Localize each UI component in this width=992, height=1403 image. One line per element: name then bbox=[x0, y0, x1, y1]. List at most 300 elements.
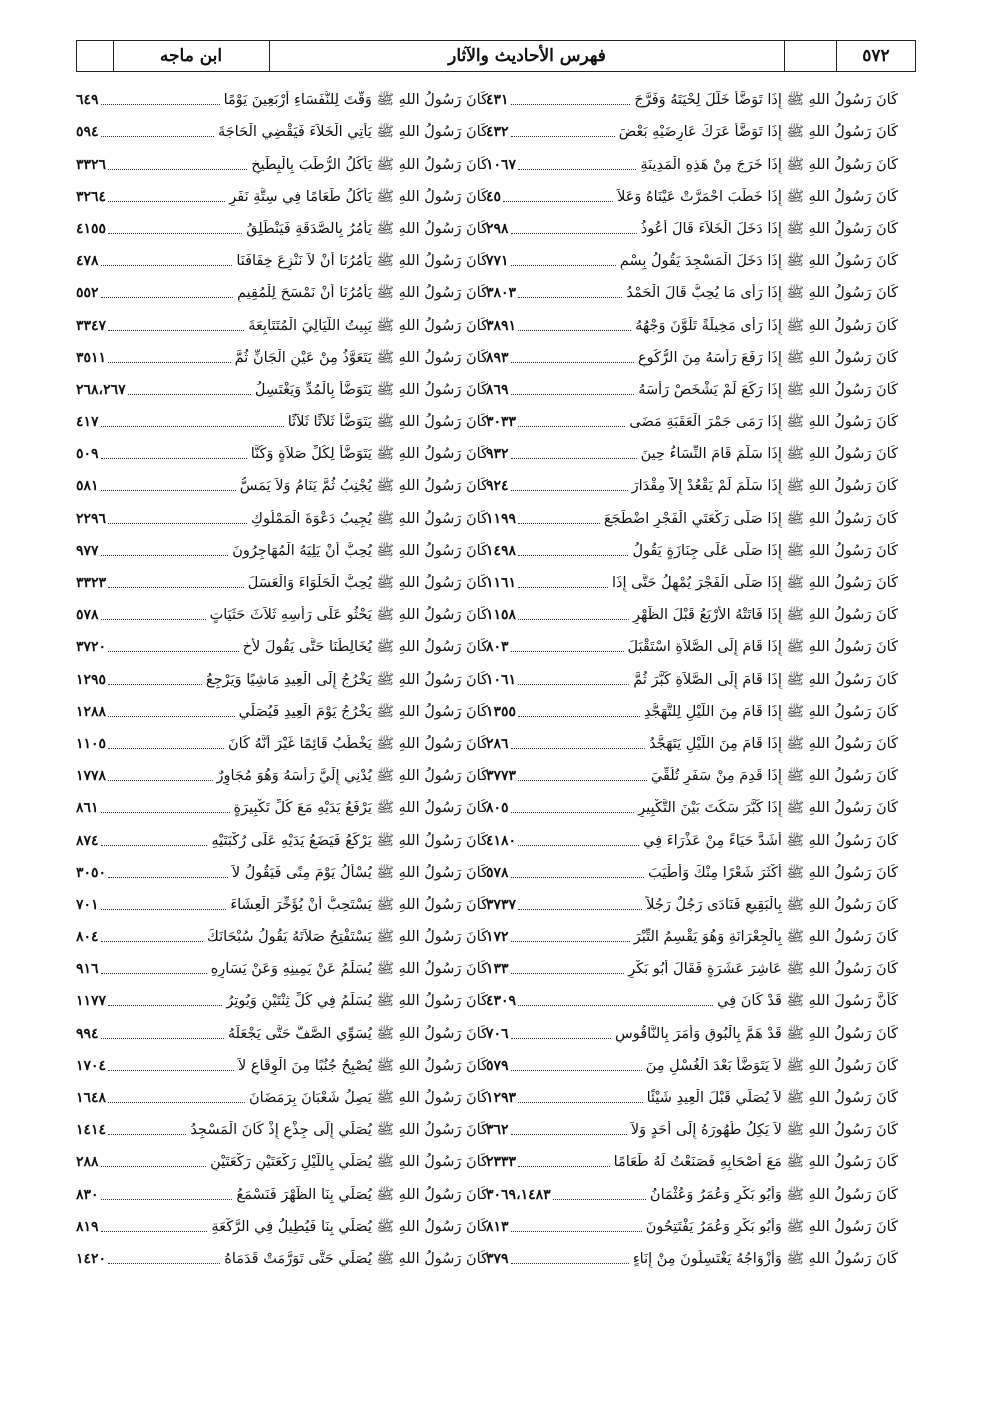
leader-dots bbox=[108, 201, 225, 202]
index-entry bbox=[486, 656, 898, 688]
hadith-number: ١١٥٨ bbox=[486, 607, 517, 624]
index-entry bbox=[76, 528, 488, 560]
hadith-number: ٢٦٨،٢٦٧ bbox=[76, 381, 126, 398]
hadith-number: ١٣٣ bbox=[486, 961, 509, 978]
index-entry bbox=[486, 302, 898, 334]
leader-dots bbox=[503, 201, 613, 202]
index-entry bbox=[486, 238, 898, 270]
leader-dots bbox=[108, 169, 247, 170]
hadith-opening-text: كَانَ رَسُولُ اللهِ ﷺ يُدْنِي إِلَيَّ رَأْسَهُ وَهُوَ مُجَاوِرٌ bbox=[216, 768, 488, 785]
leader-dots bbox=[108, 1263, 220, 1264]
hadith-number: ١١٠٥ bbox=[76, 735, 107, 752]
hadith-opening-text: كَانَ رَسُولُ اللهِ ﷺ يَسْتَحِبُّ أَنْ يُؤَخِّرَ الْعِشَاءَ bbox=[230, 896, 488, 913]
hadith-opening-text: كَانَ رَسُولُ اللهِ ﷺ إِذَا قَدِمَ مِنْ سَفَرٍ تُلُقِّيَ bbox=[650, 768, 898, 785]
hadith-opening-text: كَانَ رَسُولُ اللهِ ﷺ إِذَا رَفَعَ رَأْسَهُ مِنَ الرُّكُوعِ bbox=[638, 349, 898, 366]
leader-dots bbox=[101, 458, 247, 459]
hadith-number: ٥٧٩ bbox=[486, 1057, 509, 1074]
hadith-number: ١٤١٤ bbox=[76, 1122, 107, 1139]
index-entry bbox=[76, 1043, 488, 1075]
index-entry bbox=[486, 850, 898, 882]
index-entry bbox=[486, 592, 898, 624]
index-entry bbox=[76, 1107, 488, 1139]
hadith-opening-text: كَانَ رَسُولُ اللهِ ﷺ وَقَّتَ لِلنُّفَسَاءِ أَرْبَعِينَ يَوْمًا bbox=[223, 92, 488, 109]
leader-dots bbox=[511, 877, 644, 878]
leader-dots bbox=[511, 748, 646, 749]
index-entry bbox=[76, 978, 488, 1010]
index-entry bbox=[486, 978, 898, 1010]
index-entry bbox=[486, 1139, 898, 1171]
index-entry bbox=[76, 560, 488, 592]
index-entry bbox=[76, 689, 488, 721]
leader-dots bbox=[518, 523, 600, 524]
hadith-opening-text: كَانَ رَسُولُ اللهِ ﷺ بِالْجِعْرَانَةِ وَهُوَ يَقْسِمُ التِّبْرَ bbox=[633, 929, 898, 946]
index-entry bbox=[486, 1171, 898, 1203]
hadith-number: ٣٠٦٩،١٤٨٣ bbox=[486, 1186, 551, 1203]
hadith-number: ٩١٦ bbox=[76, 961, 99, 978]
leader-dots bbox=[511, 1231, 642, 1232]
leader-dots bbox=[101, 909, 227, 910]
hadith-number: ٣٨٩١ bbox=[486, 317, 517, 334]
index-entry bbox=[486, 946, 898, 978]
leader-dots bbox=[511, 265, 616, 266]
index-entry bbox=[486, 431, 898, 463]
index-entry bbox=[76, 656, 488, 688]
page-number: ٥٧٢ bbox=[862, 46, 890, 66]
hadith-number: ٩٩٤ bbox=[76, 1025, 99, 1042]
header-divider bbox=[113, 41, 114, 71]
index-entry bbox=[76, 817, 488, 849]
hadith-opening-text: كَانَ رَسُولُ اللهِ ﷺ إِذَا دَخَلَ الْمَسْجِدَ يَقُولُ بِسْمِ bbox=[619, 253, 898, 270]
hadith-number: ٣٧٧٣ bbox=[486, 768, 517, 785]
hadith-opening-text: كَانَ رَسُولُ اللهِ ﷺ إِذَا سَلَّمَ قَامَ النِّسَاءُ حِينَ bbox=[640, 446, 898, 463]
hadith-number: ٤١٥٥ bbox=[76, 220, 107, 237]
index-entry bbox=[76, 367, 488, 399]
hadith-opening-text: كَانَ رَسُولُ اللهِ ﷺ يَأْتِي الْخَلاَءَ فَيَقْضِي الْحَاجَةَ bbox=[217, 124, 488, 141]
index-entry bbox=[76, 1204, 488, 1236]
index-entry bbox=[486, 367, 898, 399]
index-entry bbox=[76, 1236, 488, 1268]
index-entry bbox=[76, 399, 488, 431]
leader-dots bbox=[101, 297, 233, 298]
index-entry bbox=[486, 1010, 898, 1042]
hadith-opening-text: كَانَ رَسُولُ اللهِ ﷺ إِذَا رَمَى جَمْرَ الْعَقَبَةِ مَضَى bbox=[629, 414, 898, 431]
leader-dots bbox=[108, 523, 247, 524]
index-entry bbox=[486, 495, 898, 527]
hadith-opening-text: كَانَ رَسُولُ اللهِ ﷺ إِذَا خَرَجَ مِنْ هَذِهِ الْمَدِينَةِ bbox=[640, 156, 898, 173]
leader-dots bbox=[101, 136, 214, 137]
hadith-opening-text: كَانَ رَسُولُ اللهِ ﷺ يَأْكُلُ طَعَامًا فِي سِتَّةِ نَفَرٍ bbox=[229, 188, 488, 205]
index-entry bbox=[76, 77, 488, 109]
hadith-number: ٨٣٠ bbox=[76, 1186, 99, 1203]
leader-dots bbox=[511, 458, 637, 459]
header-divider bbox=[269, 41, 270, 71]
index-entry bbox=[486, 1075, 898, 1107]
index-entry bbox=[76, 1010, 488, 1042]
index-entry bbox=[486, 914, 898, 946]
leader-dots bbox=[518, 169, 636, 170]
hadith-opening-text: كَانَ رَسُولُ اللهِ ﷺ إِذَا قَامَ إِلَى الصَّلاَةِ كَبَّرَ ثُمَّ bbox=[633, 671, 898, 688]
hadith-number: ١٧٧٨ bbox=[76, 768, 107, 785]
hadith-number: ٨٧٤ bbox=[76, 832, 99, 849]
index-entry bbox=[486, 785, 898, 817]
hadith-number: ٨٦١ bbox=[76, 800, 99, 817]
leader-dots bbox=[108, 330, 244, 331]
hadith-opening-text: كَأَنَّ رَسُولَ اللهِ ﷺ قَدْ كَانَ فِي bbox=[717, 993, 898, 1010]
hadith-opening-text: كَانَ رَسُولُ اللهِ ﷺ وَأَبُو بَكْرٍ وَعُمَرُ يَفْتَتِحُونَ bbox=[645, 1218, 898, 1235]
hadith-number: ٥٧٨ bbox=[76, 607, 99, 624]
index-entry bbox=[486, 882, 898, 914]
hadith-opening-text: كَانَ رَسُولُ اللهِ ﷺ يَخْطُبُ قَائِمًا غَيْرَ أَنَّهُ كَانَ bbox=[227, 735, 488, 752]
hadith-opening-text: كَانَ رَسُولُ اللهِ ﷺ يُصَلِّي بِنَا فَيُطِيلُ فِي الرَّكْعَةِ bbox=[211, 1218, 488, 1235]
index-entry bbox=[76, 914, 488, 946]
leader-dots bbox=[553, 1199, 646, 1200]
hadith-number: ٣٧٣٧ bbox=[486, 896, 517, 913]
index-entry bbox=[76, 302, 488, 334]
leader-dots bbox=[108, 877, 228, 878]
hadith-number: ٣٥١١ bbox=[76, 349, 107, 366]
leader-dots bbox=[101, 619, 206, 620]
hadith-opening-text: كَانَ رَسُولُ اللهِ ﷺ يُسَلِّمُ فِي كُلِّ ثِنْتَيْنِ وَيُوتِرُ bbox=[226, 993, 488, 1010]
hadith-opening-text: كَانَ رَسُولُ اللهِ ﷺ يُحِبُّ الْحَلْوَاءَ وَالْعَسَلَ bbox=[247, 575, 488, 591]
index-entry bbox=[486, 206, 898, 238]
hadith-number: ٢٢٩٦ bbox=[76, 510, 107, 527]
leader-dots bbox=[511, 1070, 642, 1071]
leader-dots bbox=[101, 973, 207, 974]
hadith-opening-text: كَانَ رَسُولُ اللهِ ﷺ إِذَا صَلَّى الْفَجْرَ يُمْهِلُ حَتَّى إِذَا bbox=[611, 575, 898, 591]
hadith-number: ٤٧٨ bbox=[76, 253, 99, 270]
hadith-opening-text: كَانَ رَسُولُ اللهِ ﷺ يُصَلِّي بِنَا الظُّهْرَ فَنَسْمَعُ bbox=[236, 1186, 488, 1203]
hadith-opening-text: كَانَ رَسُولُ اللهِ ﷺ يُخَالِطُنَا حَتَّى يَقُولَ لأَخٍ bbox=[242, 639, 488, 656]
hadith-opening-text: كَانَ رَسُولُ اللهِ ﷺ إِذَا رَكَعَ لَمْ يَشْخَصْ رَأْسَهُ bbox=[638, 381, 898, 398]
hadith-number: ٢٣٣٣ bbox=[486, 1154, 517, 1171]
leader-dots bbox=[518, 297, 622, 298]
hadith-opening-text: كَانَ رَسُولُ اللهِ ﷺ يَتَوَضَّأُ لِكُلِّ صَلاَةٍ وَكُنَّا bbox=[250, 446, 488, 463]
index-entry bbox=[486, 335, 898, 367]
index-entry bbox=[76, 270, 488, 302]
index-entry bbox=[486, 528, 898, 560]
leader-dots bbox=[518, 1102, 643, 1103]
hadith-number: ٣٣٤٧ bbox=[76, 317, 107, 334]
hadith-opening-text: كَانَ رَسُولُ اللهِ ﷺ يُسَوِّي الصَّفَّ حَتَّى يَجْعَلَهُ bbox=[227, 1025, 488, 1042]
index-entry bbox=[486, 77, 898, 109]
index-entry bbox=[486, 689, 898, 721]
hadith-number: ٣٧٩ bbox=[486, 1250, 509, 1267]
hadith-opening-text: كَانَ رَسُولُ اللهِ ﷺ يَأْمُرُ بِالصَّدَقَةِ فَيَنْطَلِقُ bbox=[246, 220, 488, 237]
hadith-opening-text: كَانَ رَسُولُ اللهِ ﷺ يُصْبِحُ جُنُبًا مِنَ الْوِقَاعِ لاَ bbox=[237, 1057, 488, 1074]
hadith-number: ٥٨١ bbox=[76, 478, 99, 495]
hadith-opening-text: كَانَ رَسُولُ اللهِ ﷺ يُحِبُّ أَنْ يَلِيَهُ الْمُهَاجِرُونَ bbox=[232, 542, 488, 559]
index-entry bbox=[76, 206, 488, 238]
leader-dots bbox=[518, 780, 647, 781]
leader-dots bbox=[511, 394, 635, 395]
leader-dots bbox=[511, 104, 631, 105]
index-entry bbox=[486, 270, 898, 302]
hadith-number: ١٢٩٥ bbox=[76, 671, 107, 688]
hadith-number: ٣٠٥٠ bbox=[76, 864, 107, 881]
hadith-opening-text: كَانَ رَسُولُ اللهِ ﷺ قَدْ هَمَّ بِالْبُوقِ وَأَمَرَ بِالنَّاقُوسِ bbox=[615, 1025, 898, 1042]
leader-dots bbox=[101, 490, 236, 491]
index-entry bbox=[486, 463, 898, 495]
book-name: ابن ماجه bbox=[159, 46, 223, 66]
hadith-opening-text: كَانَ رَسُولُ اللهِ ﷺ إِذَا فَاتَتْهُ الأَرْبَعُ قَبْلَ الظُّهْرِ bbox=[633, 607, 898, 624]
hadith-opening-text: كَانَ رَسُولُ اللهِ ﷺ يَرْكَعُ فَيَضَعُ يَدَيْهِ عَلَى رُكْبَتَيْهِ bbox=[211, 832, 488, 849]
page-header bbox=[76, 40, 916, 72]
leader-dots bbox=[101, 555, 229, 556]
hadith-number: ١١٩٩ bbox=[486, 510, 517, 527]
header-divider bbox=[836, 41, 837, 71]
leader-dots bbox=[518, 330, 631, 331]
hadith-opening-text: كَانَ رَسُولُ اللهِ ﷺ لاَ يَتَوَضَّأُ بَعْدَ الْغُسْلِ مِنَ bbox=[645, 1057, 898, 1074]
hadith-opening-text: كَانَ رَسُولُ اللهِ ﷺ يَخْرُجُ يَوْمَ الْعِيدِ فَيُصَلِّي bbox=[238, 703, 488, 720]
hadith-number: ٣٣٢٣ bbox=[76, 575, 107, 591]
hadith-number: ٣٢٦٤ bbox=[76, 188, 107, 205]
hadith-opening-text: كَانَ رَسُولُ اللهِ ﷺ إِذَا قَامَ مِنَ اللَّيْلِ يَتَهَجَّدُ bbox=[649, 735, 898, 752]
hadith-opening-text: كَانَ رَسُولُ اللهِ ﷺ يَأْمُرُنَا أَنْ لاَ نَنْزِعَ خِفَافَنَا bbox=[236, 253, 488, 270]
hadith-number: ٥٩٤ bbox=[76, 124, 99, 141]
hadith-opening-text: كَانَ رَسُولُ اللهِ ﷺ إِذَا قَامَ مِنَ اللَّيْلِ لِلتَّهَجُّدِ bbox=[643, 703, 898, 720]
hadith-number: ٢٨٨ bbox=[76, 1154, 99, 1171]
leader-dots bbox=[518, 1005, 713, 1006]
hadith-opening-text: كَانَ رَسُولُ اللهِ ﷺ عَاشِرَ عَشَرَةٍ فَقَالَ أَبُو بَكْرٍ bbox=[628, 961, 898, 978]
hadith-opening-text: كَانَ رَسُولُ اللهِ ﷺ يُجِيبُ دَعْوَةَ الْمَمْلُوكِ bbox=[251, 510, 488, 527]
index-entry bbox=[76, 109, 488, 141]
leader-dots bbox=[101, 265, 233, 266]
hadith-number: ١٦٤٨ bbox=[76, 1090, 107, 1106]
hadith-number: ٩٢٤ bbox=[486, 478, 509, 495]
hadith-number: ١٢٩٣ bbox=[486, 1090, 517, 1106]
hadith-number: ٦٤٩ bbox=[76, 92, 99, 109]
hadith-opening-text: كَانَ رَسُولُ اللهِ ﷺ أَشَدَّ حَيَاءً مِنْ عَذْرَاءَ فِي bbox=[643, 832, 898, 849]
hadith-number: ٤٥ bbox=[486, 188, 502, 205]
hadith-number: ١٤٢٠ bbox=[76, 1250, 107, 1267]
hadith-number: ٧٧١ bbox=[486, 253, 509, 270]
hadith-opening-text: كَانَ رَسُولُ اللهِ ﷺ إِذَا تَوَضَّأَ عَرَكَ عَارِضَيْهِ بَعْضَ bbox=[618, 124, 898, 141]
hadith-opening-text: كَانَ رَسُولُ اللهِ ﷺ يُجْنِبُ ثُمَّ يَنَامُ وَلاَ يَمَسُّ bbox=[239, 478, 488, 495]
index-entry bbox=[486, 1107, 898, 1139]
hadith-number: ٧٠٦ bbox=[486, 1025, 509, 1042]
leader-dots bbox=[128, 394, 251, 395]
index-entry bbox=[76, 431, 488, 463]
index-entry bbox=[486, 560, 898, 592]
index-entry bbox=[76, 463, 488, 495]
hadith-opening-text: كَانَ رَسُولُ اللهِ ﷺ إِذَا سَلَّمَ لَمْ يَقْعُدْ إِلاَّ مِقْدَارَ bbox=[631, 478, 898, 495]
hadith-number: ٣٨٠٣ bbox=[486, 285, 517, 302]
index-entry bbox=[486, 141, 898, 173]
index-entry bbox=[486, 174, 898, 206]
hadith-number: ١٧٢ bbox=[486, 929, 509, 946]
hadith-opening-text: كَانَ رَسُولُ اللهِ ﷺ يَأْمُرُنَا أَنْ نَمْسَحَ لِلْمُقِيمِ bbox=[237, 285, 488, 302]
hadith-opening-text: كَانَ رَسُولُ اللهِ ﷺ يُسَلِّمُ عَنْ يَمِينِهِ وَعَنْ يَسَارِهِ bbox=[210, 961, 488, 978]
hadith-opening-text: كَانَ رَسُولُ اللهِ ﷺ يَصِلُ شَعْبَانَ بِرَمَضَانَ bbox=[249, 1090, 488, 1106]
leader-dots bbox=[101, 1038, 224, 1039]
hadith-opening-text: كَانَ رَسُولُ اللهِ ﷺ يَأْكُلُ الرُّطَبَ بِالْبِطِّيخِ bbox=[251, 156, 488, 173]
hadith-number: ١١٦١ bbox=[486, 575, 517, 591]
leader-dots bbox=[511, 136, 615, 137]
hadith-number: ٢٩٨ bbox=[486, 220, 509, 237]
hadith-index-left-column bbox=[76, 77, 488, 1268]
index-entry bbox=[486, 1043, 898, 1075]
leader-dots bbox=[518, 684, 629, 685]
hadith-number: ١٠٦٧ bbox=[486, 156, 517, 173]
hadith-opening-text: كَانَ رَسُولُ اللهِ ﷺ وَأَزْوَاجُهُ يَغْتَسِلُونَ مِنْ إِنَاءٍ bbox=[632, 1250, 898, 1267]
leader-dots bbox=[518, 426, 625, 427]
leader-dots bbox=[108, 716, 235, 717]
index-entry bbox=[486, 753, 898, 785]
leader-dots bbox=[101, 1231, 208, 1232]
hadith-number: ٨١٩ bbox=[76, 1218, 99, 1235]
hadith-number: ٤٣٢ bbox=[486, 124, 509, 141]
index-title: فهرس الأحاديث والآثار bbox=[448, 46, 606, 66]
hadith-number: ٧٠١ bbox=[76, 896, 99, 913]
leader-dots bbox=[101, 812, 230, 813]
hadith-opening-text: كَانَ رَسُولُ اللهِ ﷺ بِالْبَقِيعِ فَنَادَى رَجُلٌ رَجُلاً bbox=[646, 896, 898, 913]
leader-dots bbox=[108, 684, 202, 685]
hadith-opening-text: كَانَ رَسُولُ اللهِ ﷺ إِذَا رَأَى مَخِيلَةً تَلَوَّنَ وَجْهُهُ bbox=[635, 317, 898, 334]
hadith-opening-text: كَانَ رَسُولُ اللهِ ﷺ إِذَا كَبَّرَ سَكَتَ بَيْنَ التَّكْبِيرِ bbox=[638, 800, 898, 817]
leader-dots bbox=[108, 1102, 245, 1103]
leader-dots bbox=[101, 941, 203, 942]
index-entry bbox=[486, 1236, 898, 1268]
hadith-opening-text: كَانَ رَسُولُ اللهِ ﷺ يَتَوَضَّأُ ثَلاَثًا ثَلاَثًا bbox=[287, 414, 488, 431]
index-entry bbox=[76, 882, 488, 914]
index-entry bbox=[76, 624, 488, 656]
leader-dots bbox=[511, 651, 624, 652]
hadith-opening-text: كَانَ رَسُولُ اللهِ ﷺ يَبِيتُ اللَّيَالِيَ الْمُتَتَابِعَةَ bbox=[248, 317, 488, 334]
hadith-number: ١٣٥٥ bbox=[486, 703, 517, 720]
index-entry bbox=[76, 1075, 488, 1107]
hadith-number: ٨٩٣ bbox=[486, 349, 509, 366]
index-entry bbox=[486, 721, 898, 753]
index-entry bbox=[76, 1171, 488, 1203]
leader-dots bbox=[511, 1134, 627, 1135]
hadith-number: ٨٠٤ bbox=[76, 929, 99, 946]
leader-dots bbox=[518, 909, 642, 910]
leader-dots bbox=[518, 716, 640, 717]
hadith-number: ٤٣١ bbox=[486, 92, 509, 109]
hadith-opening-text: كَانَ رَسُولُ اللهِ ﷺ يَتَوَضَّأُ بِالْمُدِّ وَيَغْتَسِلُ bbox=[254, 381, 488, 398]
hadith-number: ١٠٦١ bbox=[486, 671, 517, 688]
leader-dots bbox=[101, 1166, 207, 1167]
leader-dots bbox=[108, 651, 239, 652]
hadith-number: ٣٣٢٦ bbox=[76, 156, 107, 173]
index-entry bbox=[76, 753, 488, 785]
hadith-number: ٩٧٧ bbox=[76, 542, 99, 559]
hadith-number: ٣٠٣٣ bbox=[486, 414, 517, 431]
hadith-opening-text: كَانَ رَسُولُ اللهِ ﷺ يُصَلِّي حَتَّى تَوَرَّمَتْ قَدَمَاهُ bbox=[224, 1250, 488, 1267]
index-entry bbox=[76, 335, 488, 367]
hadith-opening-text: كَانَ رَسُولُ اللهِ ﷺ إِذَا دَخَلَ الْخَلاَءَ قَالَ أَعُوذُ bbox=[640, 220, 898, 237]
leader-dots bbox=[511, 941, 630, 942]
hadith-number: ٨٠٣ bbox=[486, 639, 509, 656]
leader-dots bbox=[108, 233, 242, 234]
leader-dots bbox=[511, 812, 635, 813]
leader-dots bbox=[101, 104, 220, 105]
hadith-number: ١٧٠٤ bbox=[76, 1057, 107, 1074]
index-entry bbox=[486, 109, 898, 141]
hadith-number: ٥٧٨ bbox=[486, 864, 509, 881]
hadith-opening-text: كَانَ رَسُولُ اللهِ ﷺ إِذَا خَطَبَ احْمَرَّتْ عَيْنَاهُ وَعَلاَ bbox=[617, 188, 898, 205]
index-entry bbox=[76, 141, 488, 173]
hadith-number: ٥٠٩ bbox=[76, 446, 99, 463]
index-entry bbox=[76, 592, 488, 624]
hadith-number: ٤١٨٠ bbox=[486, 832, 517, 849]
leader-dots bbox=[108, 780, 212, 781]
leader-dots bbox=[101, 1199, 233, 1200]
hadith-opening-text: كَانَ رَسُولُ اللهِ ﷺ إِذَا تَوَضَّأَ خَلَّلَ لِحْيَتَهُ وَفَرَّجَ bbox=[634, 92, 898, 109]
hadith-opening-text: كَانَ رَسُولُ اللهِ ﷺ يَخْرُجُ إِلَى الْعِيدِ مَاشِيًا وَيَرْجِعُ bbox=[205, 671, 488, 688]
leader-dots bbox=[101, 845, 208, 846]
index-entry bbox=[76, 850, 488, 882]
hadith-opening-text: كَانَ رَسُولُ اللهِ ﷺ يُصَلِّي إِلَى جِذْعٍ إِذْ كَانَ الْمَسْجِدُ bbox=[190, 1122, 488, 1139]
hadith-number: ٩٣٢ bbox=[486, 446, 509, 463]
hadith-number: ١٢٨٨ bbox=[76, 703, 107, 720]
index-entry bbox=[486, 817, 898, 849]
index-entry bbox=[76, 721, 488, 753]
hadith-number: ٣٧٢٠ bbox=[76, 639, 107, 656]
hadith-opening-text: كَانَ رَسُولُ اللهِ ﷺ إِذَا صَلَّى رَكْعَتَيِ الْفَجْرِ اضْطَجَعَ bbox=[603, 510, 898, 527]
leader-dots bbox=[518, 619, 629, 620]
hadith-opening-text: كَانَ رَسُولُ اللهِ ﷺ لاَ يَكِلُ طُهُورَهُ إِلَى أَحَدٍ وَلاَ bbox=[630, 1122, 898, 1139]
leader-dots bbox=[511, 1038, 611, 1039]
hadith-number: ١٤٩٨ bbox=[486, 542, 517, 559]
index-entry bbox=[76, 174, 488, 206]
hadith-opening-text: كَانَ رَسُولُ اللهِ ﷺ إِذَا رَأَى مَا يُحِبُّ قَالَ الْحَمْدُ bbox=[626, 285, 898, 302]
leader-dots bbox=[511, 1263, 629, 1264]
hadith-number: ٤٣٠٩ bbox=[486, 993, 517, 1010]
index-entry bbox=[486, 624, 898, 656]
hadith-opening-text: كَانَ رَسُولُ اللهِ ﷺ أَكْثَرَ شَعْرًا مِنْكَ وَأَطْيَبَ bbox=[648, 864, 898, 881]
leader-dots bbox=[108, 1070, 234, 1071]
hadith-opening-text: كَانَ رَسُولُ اللهِ ﷺ يَسْتَفْتِحُ صَلاَتَهُ يَقُولُ سُبْحَانَكَ bbox=[206, 929, 488, 946]
leader-dots bbox=[108, 748, 224, 749]
leader-dots bbox=[101, 426, 284, 427]
hadith-opening-text: كَانَ رَسُولُ اللهِ ﷺ لاَ يُصَلِّي قَبْلَ الْعِيدِ شَيْئًا bbox=[646, 1090, 898, 1106]
leader-dots bbox=[518, 555, 628, 556]
hadith-opening-text: كَانَ رَسُولُ اللهِ ﷺ وَأَبُو بَكْرٍ وَعُمَرُ وَعُثْمَانُ bbox=[649, 1186, 898, 1203]
index-entry bbox=[76, 946, 488, 978]
hadith-opening-text: كَانَ رَسُولُ اللهِ ﷺ مَعَ أَصْحَابِهِ فَصَنَعْتُ لَهُ طَعَامًا bbox=[613, 1154, 898, 1171]
hadith-number: ٢٨٦ bbox=[486, 735, 509, 752]
hadith-number: ٥٥٢ bbox=[76, 285, 99, 302]
hadith-opening-text: كَانَ رَسُولُ اللهِ ﷺ يُسْأَلُ يَوْمَ مِنًى فَيَقُولُ لاَ bbox=[231, 864, 488, 881]
hadith-number: ٨١٣ bbox=[486, 1218, 509, 1235]
hadith-opening-text: كَانَ رَسُولُ اللهِ ﷺ يَتَعَوَّذُ مِنْ عَيْنِ الْجَانِّ ثُمَّ bbox=[234, 349, 488, 366]
leader-dots bbox=[518, 845, 639, 846]
index-entry bbox=[486, 1204, 898, 1236]
hadith-number: ٣٦٢ bbox=[486, 1122, 509, 1139]
leader-dots bbox=[511, 973, 625, 974]
leader-dots bbox=[511, 362, 634, 363]
hadith-opening-text: كَانَ رَسُولُ اللهِ ﷺ يَرْفَعُ يَدَيْهِ مَعَ كُلِّ تَكْبِيرَةٍ bbox=[233, 800, 488, 817]
leader-dots bbox=[108, 1134, 186, 1135]
leader-dots bbox=[108, 587, 244, 588]
hadith-opening-text: كَانَ رَسُولُ اللهِ ﷺ إِذَا قَامَ إِلَى الصَّلاَةِ اسْتَقْبَلَ bbox=[627, 639, 898, 656]
hadith-opening-text: كَانَ رَسُولُ اللهِ ﷺ إِذَا صَلَّى عَلَى جِنَازَةٍ يَقُولُ bbox=[632, 542, 898, 559]
leader-dots bbox=[108, 1005, 222, 1006]
index-entry bbox=[76, 495, 488, 527]
leader-dots bbox=[511, 233, 637, 234]
hadith-number: ٨٠٥ bbox=[486, 800, 509, 817]
leader-dots bbox=[518, 587, 608, 588]
leader-dots bbox=[518, 1166, 610, 1167]
index-entry bbox=[76, 238, 488, 270]
hadith-opening-text: كَانَ رَسُولُ اللهِ ﷺ يَحْثُو عَلَى رَأْسِهِ ثَلاَثَ حَثَيَاتٍ bbox=[209, 607, 488, 624]
hadith-opening-text: كَانَ رَسُولُ اللهِ ﷺ يُصَلِّي بِاللَّيْلِ رَكْعَتَيْنِ رَكْعَتَيْنِ bbox=[210, 1154, 488, 1171]
leader-dots bbox=[108, 362, 231, 363]
hadith-number: ٤١٧ bbox=[76, 414, 99, 431]
hadith-index-right-column bbox=[486, 77, 898, 1268]
hadith-number: ١١٧٧ bbox=[76, 993, 107, 1010]
